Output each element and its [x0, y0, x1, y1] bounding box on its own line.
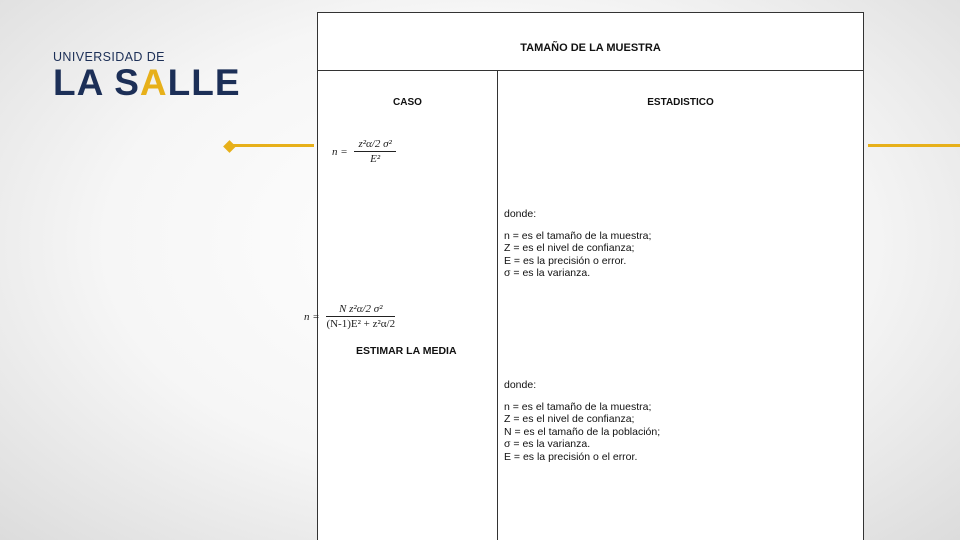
definition-line: σ = es la varianza. — [504, 267, 591, 280]
definition-line: n = es el tamaño de la muestra; — [504, 400, 652, 413]
formula-denominator: (N-1)E² + z²α/2 — [326, 318, 396, 330]
accent-diamond — [223, 140, 236, 153]
definition-line: E = es la precisión o el error. — [504, 450, 638, 463]
definition-line: Z = es el nivel de confianza; — [504, 413, 635, 426]
table-title: TAMAÑO DE LA MUESTRA — [318, 13, 863, 71]
formula-numerator: N z²α/2 σ² — [326, 303, 395, 317]
formula-fraction — [354, 138, 395, 165]
formula-lhs: n = — [332, 145, 348, 158]
header-statistic: ESTADISTICO — [647, 97, 714, 108]
logo-name — [53, 62, 241, 103]
logo-name-part2: LLE — [167, 62, 241, 103]
sample-size-formula-finite — [304, 303, 395, 330]
sample-size-table — [317, 12, 864, 540]
definition-line: Z = es el nivel de confianza; — [504, 242, 635, 255]
formula-denominator: E² — [370, 153, 381, 165]
definition-line: E = es la precisión o error. — [504, 254, 627, 267]
right-accent-line — [868, 144, 960, 147]
left-accent-line — [229, 144, 314, 147]
header-case: CASO — [393, 97, 422, 108]
column-divider — [497, 70, 498, 540]
sample-size-formula-infinite — [332, 138, 396, 165]
university-logo — [53, 50, 241, 101]
definitions-formula-2 — [504, 379, 660, 464]
definition-line: σ = es la varianza. — [504, 438, 591, 451]
logo-name-accent: A — [139, 62, 168, 103]
formula-fraction — [326, 303, 395, 330]
logo-university-text: UNIVERSIDAD DE — [53, 50, 165, 64]
definitions-formula-1 — [504, 208, 651, 280]
formula-numerator: z²α/2 σ² — [354, 138, 395, 152]
case-estimate-mean: ESTIMAR LA MEDIA — [356, 345, 457, 357]
formula-lhs: n = — [304, 310, 320, 323]
logo-name-part1: LA S — [53, 62, 140, 103]
definition-line: N = es el tamaño de la población; — [504, 425, 661, 438]
definition-line: n = es el tamaño de la muestra; — [504, 229, 652, 242]
donde-label: donde: — [504, 208, 537, 220]
donde-label: donde: — [504, 379, 537, 391]
